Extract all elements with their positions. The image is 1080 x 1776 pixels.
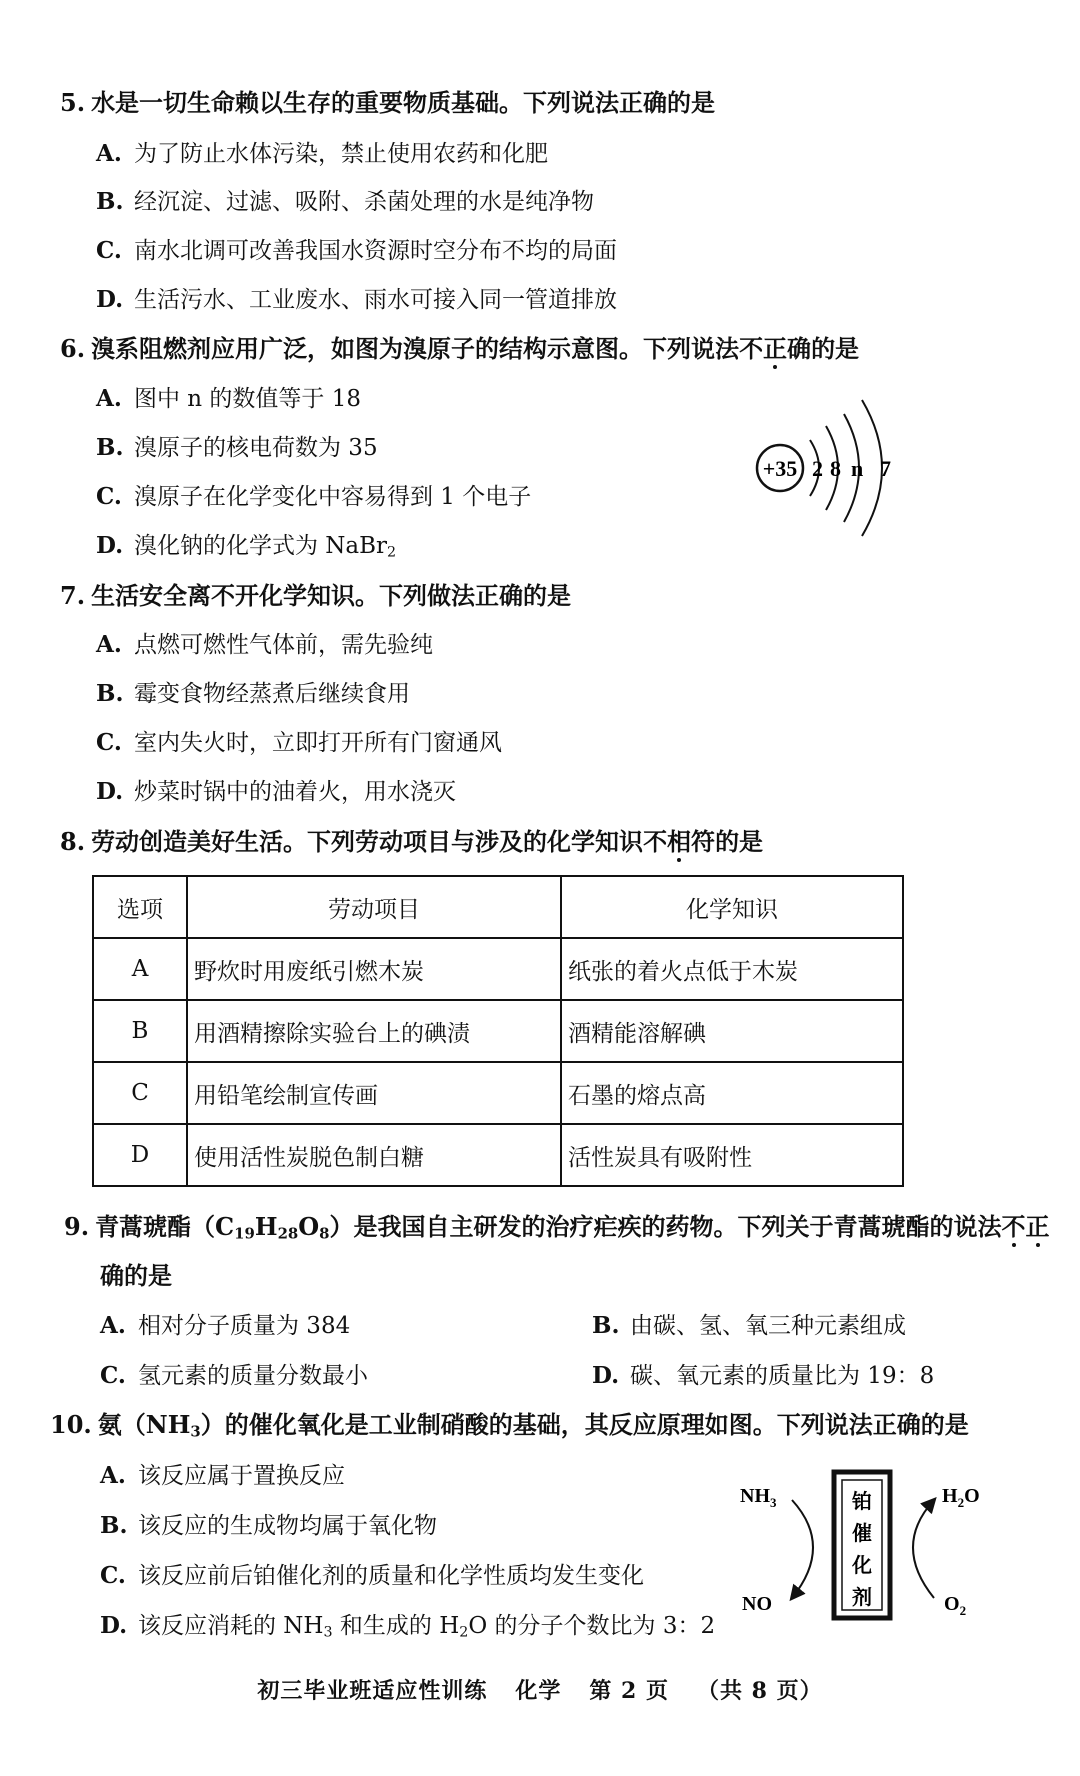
catalyst-char-3: 化 bbox=[852, 1555, 872, 1577]
question-8-stem: 8. 劳动创造美好生活。下列劳动项目与涉及的化学知识不相符的是 bbox=[60, 827, 764, 856]
question-6-option-c: C. 溴原子在化学变化中容易得到 1 个电子 bbox=[96, 483, 532, 510]
shell-4-electrons: 7 bbox=[880, 456, 891, 481]
table-header-row bbox=[93, 876, 903, 938]
table-row bbox=[93, 1062, 903, 1124]
question-9-stem-line2: 确的是 bbox=[100, 1261, 172, 1290]
question-6-option-a: A. 图中 n 的数值等于 18 bbox=[96, 385, 362, 412]
question-10-option-c: C. 该反应前后铂催化剂的质量和化学性质均发生变化 bbox=[100, 1562, 644, 1589]
table-row bbox=[93, 938, 903, 1000]
shell-1-electrons: 2 bbox=[812, 456, 823, 481]
shell-3-electrons: n bbox=[851, 456, 864, 481]
table-cell: 纸张的着火点低于木炭 bbox=[561, 938, 903, 1000]
table-header-labor-item: 劳动项目 bbox=[187, 876, 561, 938]
footer-total-pages: （共 8 页） bbox=[697, 1678, 823, 1704]
table-cell: 使用活性炭脱色制白糖 bbox=[187, 1124, 561, 1186]
question-5-option-c: C. 南水北调可改善我国水资源时空分布不均的局面 bbox=[96, 237, 617, 264]
table-cell: 石墨的熔点高 bbox=[561, 1062, 903, 1124]
question-9-option-c: C. 氢元素的质量分数最小 bbox=[100, 1362, 368, 1389]
question-7-option-c: C. 室内失火时，立即打开所有门窗通风 bbox=[96, 729, 502, 756]
table-cell: 用铅笔绘制宣传画 bbox=[187, 1062, 561, 1124]
question-5-stem: 5. 水是一切生命赖以生存的重要物质基础。下列说法正确的是 bbox=[60, 88, 716, 117]
table-cell: 野炊时用废纸引燃木炭 bbox=[187, 938, 561, 1000]
bromine-atom-diagram bbox=[752, 388, 912, 558]
emphasis-zheng: 正 bbox=[1025, 1212, 1050, 1241]
question-10-option-d: D. 该反应消耗的 $NH_3$ 和生成的 $H_2O$ 的分子个数比为 3：2 bbox=[100, 1612, 716, 1641]
question-6-stem: 6. 溴系阻燃剂应用广泛，如图为溴原子的结构示意图。下列说法不正确的是 bbox=[60, 334, 860, 363]
table-row bbox=[93, 1000, 903, 1062]
table-cell: C bbox=[93, 1062, 187, 1124]
table-cell: D bbox=[93, 1124, 187, 1186]
footer-page-number: 第 2 页 bbox=[589, 1678, 670, 1704]
question-7-stem: 7. 生活安全离不开化学知识。下列做法正确的是 bbox=[60, 581, 572, 610]
question-5-option-d: D. 生活污水、工业废水、雨水可接入同一管道排放 bbox=[96, 286, 617, 313]
nucleus-charge: +35 bbox=[762, 456, 798, 481]
table-cell: A bbox=[93, 938, 187, 1000]
question-5-option-b: B. 经沉淀、过滤、吸附、杀菌处理的水是纯净物 bbox=[96, 188, 594, 215]
question-10-option-b: B. 该反应的生成物均属于氧化物 bbox=[100, 1512, 437, 1539]
label-h2o: $H_2O$ bbox=[942, 1485, 980, 1510]
shell-arc-4 bbox=[862, 400, 882, 536]
footer-exam-name: 初三毕业班适应性训练 bbox=[257, 1678, 488, 1704]
page-footer bbox=[0, 1674, 1080, 1705]
question-9-option-b: B. 由碳、氢、氧三种元素组成 bbox=[592, 1312, 906, 1339]
question-8-table bbox=[92, 875, 904, 1187]
catalytic-oxidation-diagram bbox=[734, 1460, 994, 1630]
shell-2-electrons: 8 bbox=[830, 456, 841, 481]
label-nh3: $NH_3$ bbox=[740, 1485, 777, 1510]
emphasis-not-correct: 不正确 bbox=[739, 334, 812, 363]
table-cell: 活性炭具有吸附性 bbox=[561, 1124, 903, 1186]
table-header-chem-knowledge: 化学知识 bbox=[561, 876, 903, 938]
label-o2: $O_2$ bbox=[944, 1593, 967, 1618]
question-10-option-a: A. 该反应属于置换反应 bbox=[100, 1462, 345, 1489]
table-row bbox=[93, 1124, 903, 1186]
right-reaction-arrow bbox=[913, 1500, 934, 1598]
table-cell: 酒精能溶解碘 bbox=[561, 1000, 903, 1062]
table-header-option: 选项 bbox=[93, 876, 187, 938]
table-cell: B bbox=[93, 1000, 187, 1062]
question-5-option-a: A. 为了防止水体污染，禁止使用农药和化肥 bbox=[96, 140, 548, 167]
question-7-option-a: A. 点燃可燃性气体前，需先验纯 bbox=[96, 631, 433, 658]
question-6-option-b: B. 溴原子的核电荷数为 35 bbox=[96, 434, 378, 461]
catalyst-char-4: 剂 bbox=[852, 1587, 872, 1609]
emphasis-not-matching: 不相符 bbox=[643, 827, 716, 856]
footer-subject: 化学 bbox=[515, 1678, 562, 1704]
emphasis-not: 不 bbox=[1001, 1212, 1026, 1241]
question-7-option-b: B. 霉变食物经蒸煮后继续食用 bbox=[96, 680, 410, 707]
table-cell: 用酒精擦除实验台上的碘渍 bbox=[187, 1000, 561, 1062]
catalyst-char-1: 铂 bbox=[852, 1491, 872, 1513]
question-6-option-d: D. 溴化钠的化学式为 NaBr$_2$ bbox=[96, 532, 397, 561]
question-9-option-d: D. 碳、氧元素的质量比为 19：8 bbox=[592, 1362, 935, 1389]
question-9-option-a: A. 相对分子质量为 384 bbox=[100, 1312, 351, 1339]
left-reaction-arrow bbox=[792, 1500, 813, 1598]
question-10-stem: 10. 氨$(NH_3)$的催化氧化是工业制硝酸的基础，其反应原理如图。下列说法正确的是 bbox=[50, 1410, 969, 1441]
label-no: NO bbox=[742, 1593, 772, 1615]
question-9-stem: 9. 青蒿琥酯$(C_{19}H_{28}O_8)$是我国自主研发的治疗疟疾的药物。下列关于青蒿琥酯的说法不正 bbox=[64, 1212, 1050, 1243]
catalyst-char-2: 催 bbox=[852, 1523, 872, 1545]
question-7-option-d: D. 炒菜时锅中的油着火，用水浇灭 bbox=[96, 778, 456, 805]
